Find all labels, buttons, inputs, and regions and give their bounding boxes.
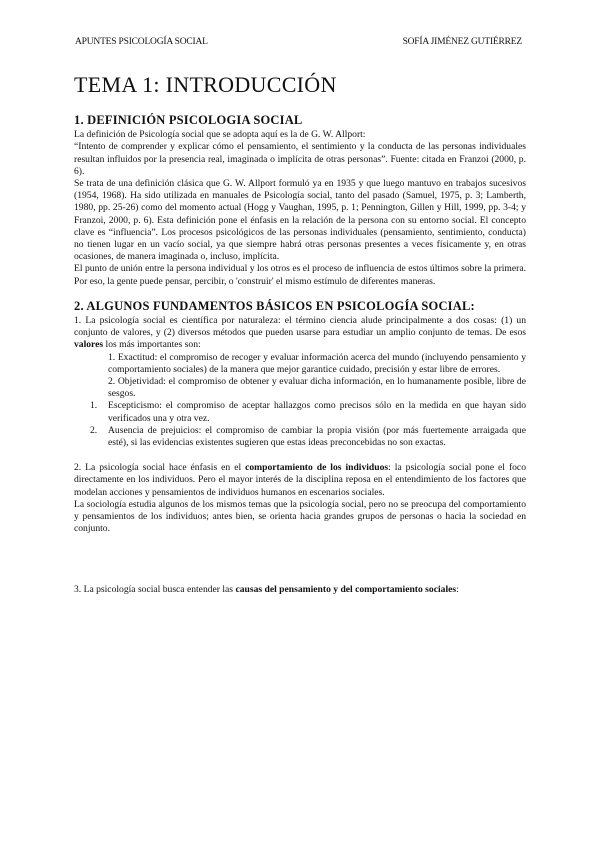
header-course: APUNTES PSICOLOGÍA SOCIAL <box>75 37 208 47</box>
value-ausencia-text: Ausencia de prejuicios: el compromiso de cambiar la propia visión (por más fuertemente arraigada que esté), si las evidencias existentes sugieren que estas ideas preconcebidas no son exactas. <box>108 424 526 449</box>
value-exactitud: 1. Exactitud: el compromiso de recoger y evaluar información acerca del mundo (incluyendo pensamiento y comportamiento sociales) de la manera que mejor garantice cuidado, precisión y estar libre de errores. <box>108 351 526 375</box>
page-title: TEMA 1: INTRODUCCIÓN <box>74 72 337 97</box>
section1-heading: 1. DEFINICIÓN PSICOLOGIA SOCIAL <box>74 113 303 127</box>
value-objetividad: 2. Objetividad: el compromiso de obtener y evaluar dicha información, en lo humanamente posible, libre de sesgos. <box>108 376 526 400</box>
section2-point1 <box>74 315 526 352</box>
section2-point1-tail: los más importantes son: <box>103 339 201 351</box>
section2-point2-text: 2. La psicología social hace énfasis en el <box>74 462 246 474</box>
section2-point3-tail: : <box>456 583 459 595</box>
header-author: SOFÍA JIMÉNEZ GUTIÉRREZ <box>402 37 522 47</box>
section2-point2 <box>74 462 526 499</box>
value-escepticismo <box>90 400 526 424</box>
section1-paragraph-allport: Se trata de una definición clásica que G. W. Allport formuló ya en 1935 y que luego mantuvo en trabajos sucesivos (1954, 1968). Ha sido utilizada en manuales de Psicología social, tanto del pasado (Samuel, 1975, p. 3; Lamberth, 1980, pp. 25-26) como del momento actual (Hogg y Vaughan, 1995, p. 1; Pennington, Gillen y Hill, 1999, pp. 3-4; y Franzoi, 2000, p. 6). Esta definición pone el énfasis en la relación de la persona con su entorno social. El concepto clave es “influencia”. Los procesos psicológicos de las personas individuales (pensamiento, sentimiento, conducta) no tienen lugar en un vacío social, ya que siempre habrá otras personas presentes a veces físicamente y, en otras ocasiones, de manera imaginada o, incluso, implícita. <box>74 178 526 263</box>
section2-point2-bold: comportamiento de los individuos <box>245 462 389 474</box>
section1-paragraph-influence: El punto de unión entre la persona individual y los otros es el proceso de influencia de estos últimos sobre la primera. Por eso, la gente puede pensar, percibir, o 'construir' el mismo estímulo de diferentes maneras. <box>74 263 526 287</box>
section2-point3-bold: causas del pensamiento y del comportamiento sociales <box>235 583 457 595</box>
section2-point1-text: 1. La psicología social es científica por naturaleza: el término ciencia alude principalmente a dos cosas: (1) un conjunto de valores, y (2) diversos métodos que pueden usarse para estudiar un amplio conjunto de temas. De esos <box>74 315 526 339</box>
section1-quote: “Intento de comprender y explicar cómo el pensamiento, el sentimiento y la conducta de las personas individuales resultan influidos por la presencia real, imaginada o implícita de otras personas”. Fuente: citada en Franzoi (2000, p. 6). <box>74 141 526 177</box>
section1-paragraph-intro: La definición de Psicología social que se adopta aquí es la de G. W. Allport: <box>74 129 366 141</box>
value-ausencia-number: 2. <box>90 424 98 436</box>
section2-heading: 2. ALGUNOS FUNDAMENTOS BÁSICOS EN PSICOLOGÍA SOCIAL: <box>74 298 475 313</box>
section2-point2-tail: : la psicología social pone el foco directamente en los individuos. Pero el mayor interés de la disciplina reposa en el entendimiento de los factores que modelan acciones y pensamientos de individuos humanos en escenarios sociales. <box>74 462 526 498</box>
value-escepticismo-text: Escepticismo: el compromiso de aceptar hallazgos como precisos sólo en la medida en que hayan sido verificados una y otra vez. <box>108 400 526 424</box>
section2-point3 <box>74 584 526 596</box>
section2-sociology-paragraph: La sociología estudia algunos de los mismos temas que la psicología social, pero no se preocupa del comportamiento y pensamientos de los individuos; antes bien, se orienta hacia grandes grupos de personas o hacia la sociedad en conjunto. <box>74 498 526 535</box>
section2-point3-text: 3. La psicología social busca entender las <box>74 583 236 595</box>
value-escepticismo-number: 1. <box>90 400 98 412</box>
document-body <box>74 112 526 596</box>
section2-point1-bold: valores <box>74 339 104 351</box>
value-ausencia-prejuicios <box>90 424 526 449</box>
